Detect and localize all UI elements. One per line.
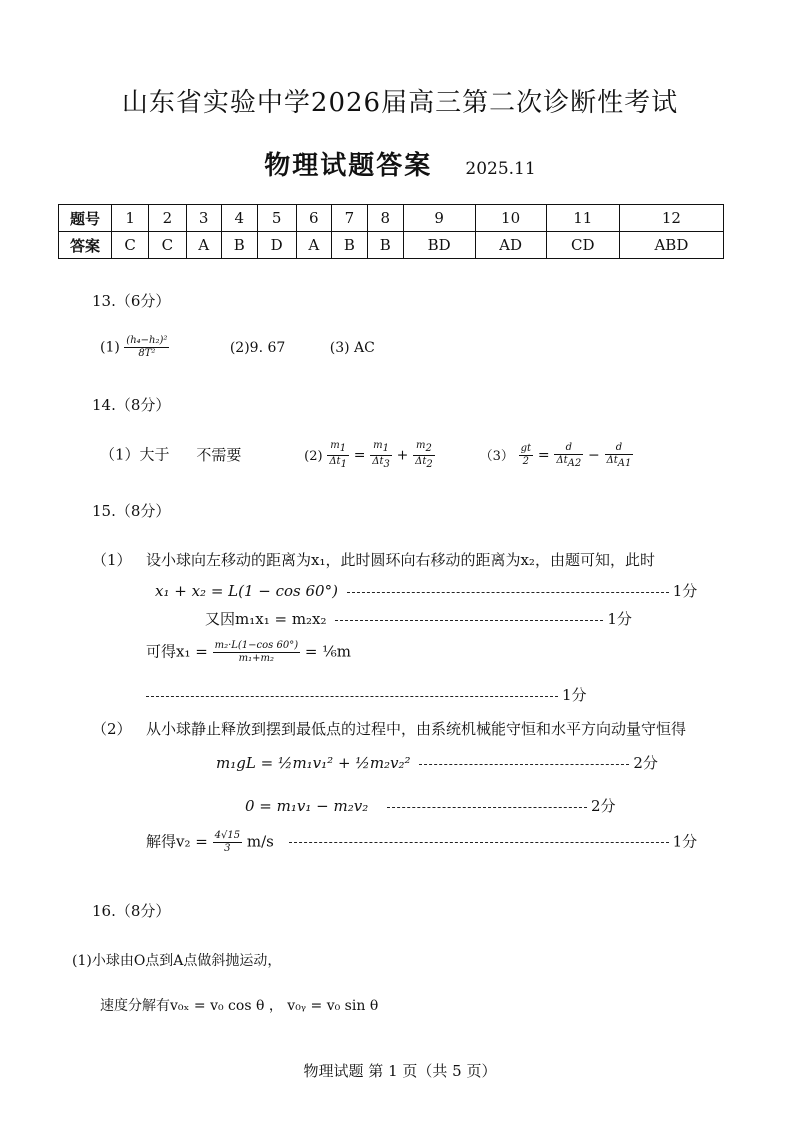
q14-part3-label: （3） [479,448,514,464]
q15-eq6-denominator: 3 [224,843,231,854]
q15-eq1: x₁ + x₂ = L(1 − cos 60°) [155,582,338,600]
q-number: 7 [331,205,367,232]
q15-eq6-prefix: 解得v₂ = [146,832,208,851]
answer-cell: C [149,232,186,259]
q13-part1-label: (1) [100,339,120,356]
q13-part2: (2)9. 67 [229,339,286,356]
row-label-answer: 答案 [59,232,112,259]
q15-eq3-denominator: m₁+m₂ [238,653,275,664]
answer-key-title: 物理试题答案 [264,151,433,181]
q15-eq3-numerator: m₂·L(1−cos 60°) [214,640,299,651]
q15-eq3-result: = ⅙m [304,642,351,661]
q-number: 2 [149,205,186,232]
q15-eq5-score: 2分 [590,797,616,815]
q15-eq2: 又因m₁x₁ = m₂x₂ [205,610,327,628]
answer-cell: B [331,232,367,259]
exam-date: 2025.11 [465,159,536,179]
answer-cell: BD [403,232,475,259]
subtitle-row [0,145,800,182]
q-number: 6 [296,205,331,232]
q13-fraction-denominator: 8T² [138,348,156,359]
q15-part2-label: （2） [92,720,132,738]
q-number: 12 [619,205,723,232]
q13-heading: 13.（6分） [92,292,171,310]
q-number: 11 [546,205,619,232]
q14-heading: 14.（8分） [92,396,171,414]
q13-part3: (3) AC [329,339,375,356]
q-number: 5 [257,205,296,232]
q-number: 10 [475,205,546,232]
q15-eq2-line [205,608,632,629]
answer-row [59,232,724,259]
q14-part2-label: (2) [304,448,323,464]
q-number: 1 [112,205,149,232]
q15-eq5-line [245,795,616,816]
q15-eq6-numerator: 4√15 [214,830,241,841]
q15-eq1-line [155,580,697,601]
q15-eq3-line [146,640,351,665]
q16-line2: 速度分解有v₀ₓ = v₀ cos θ ， v₀ᵧ = v₀ sin θ [100,998,379,1014]
q15-part1-text: 设小球向左移动的距离为x₁，此时圆环向右移动的距离为x₂，由题可知，此时 [146,551,655,569]
q15-eq4-line [216,752,658,773]
q-number: 8 [367,205,403,232]
q15-heading: 15.（8分） [92,502,171,520]
q14-answers: （1）大于 不需要 (2) $\frac{m_1}{\Delta t_1}$ = $\frac{m_1}{\Delta t_3}$ + $\frac{m_2}{\Delta t_2}$ （3） $\frac{gt}{2}$ = $\frac{d}{\Delta t_{A2}}$ − $\frac{d}{\Delta t_{A1}}$ [100,440,632,470]
q-number: 3 [186,205,221,232]
q15-eq1-score: 1分 [672,582,698,600]
answer-cell: A [296,232,331,259]
q15-eq6-unit: m/s [246,832,274,851]
answer-cell: AD [475,232,546,259]
answer-cell: C [112,232,149,259]
q14-part1b: 不需要 [196,445,242,464]
page-footer: 物理试题 第 1 页（共 5 页） [303,1062,497,1080]
answer-table [58,204,724,259]
q15-part1-label: （1） [92,551,132,569]
q15-part2-text: 从小球静止释放到摆到最低点的过程中，由系统机械能守恒和水平方向动量守恒得 [146,720,687,738]
question-number-row [59,205,724,232]
answer-cell: D [257,232,296,259]
q15-eq6-score: 1分 [672,832,698,851]
q14-part1: （1）大于 [100,445,170,464]
answer-cell: A [186,232,221,259]
q15-eq3-score-line [146,684,587,705]
q15-eq6-line [146,830,697,855]
q15-eq4: m₁gL = ½m₁v₁² + ½m₂v₂² [216,754,411,772]
exam-title: 山东省实验中学2026届高三第二次诊断性考试 [121,88,679,118]
q15-eq4-score: 2分 [633,754,658,772]
answer-cell: CD [546,232,619,259]
q-number: 9 [403,205,475,232]
q-number: 4 [221,205,257,232]
q13-answers [100,335,375,360]
answer-cell: ABD [619,232,723,259]
q16-heading: 16.（8分） [92,902,171,920]
row-label-number: 题号 [59,205,112,232]
q15-eq3-score: 1分 [562,686,587,704]
answer-cell: B [221,232,257,259]
q15-eq5: 0 = m₁v₁ − m₂v₂ [245,797,369,815]
q13-fraction-numerator: (h₄−h₂)² [126,335,168,346]
q15-eq2-score: 1分 [607,610,632,628]
answer-cell: B [367,232,403,259]
q15-eq3-prefix: 可得x₁ = [146,642,208,661]
q13-part1-fraction [124,335,169,360]
q16-line1: (1)小球由O点到A点做斜抛运动， [72,953,282,969]
